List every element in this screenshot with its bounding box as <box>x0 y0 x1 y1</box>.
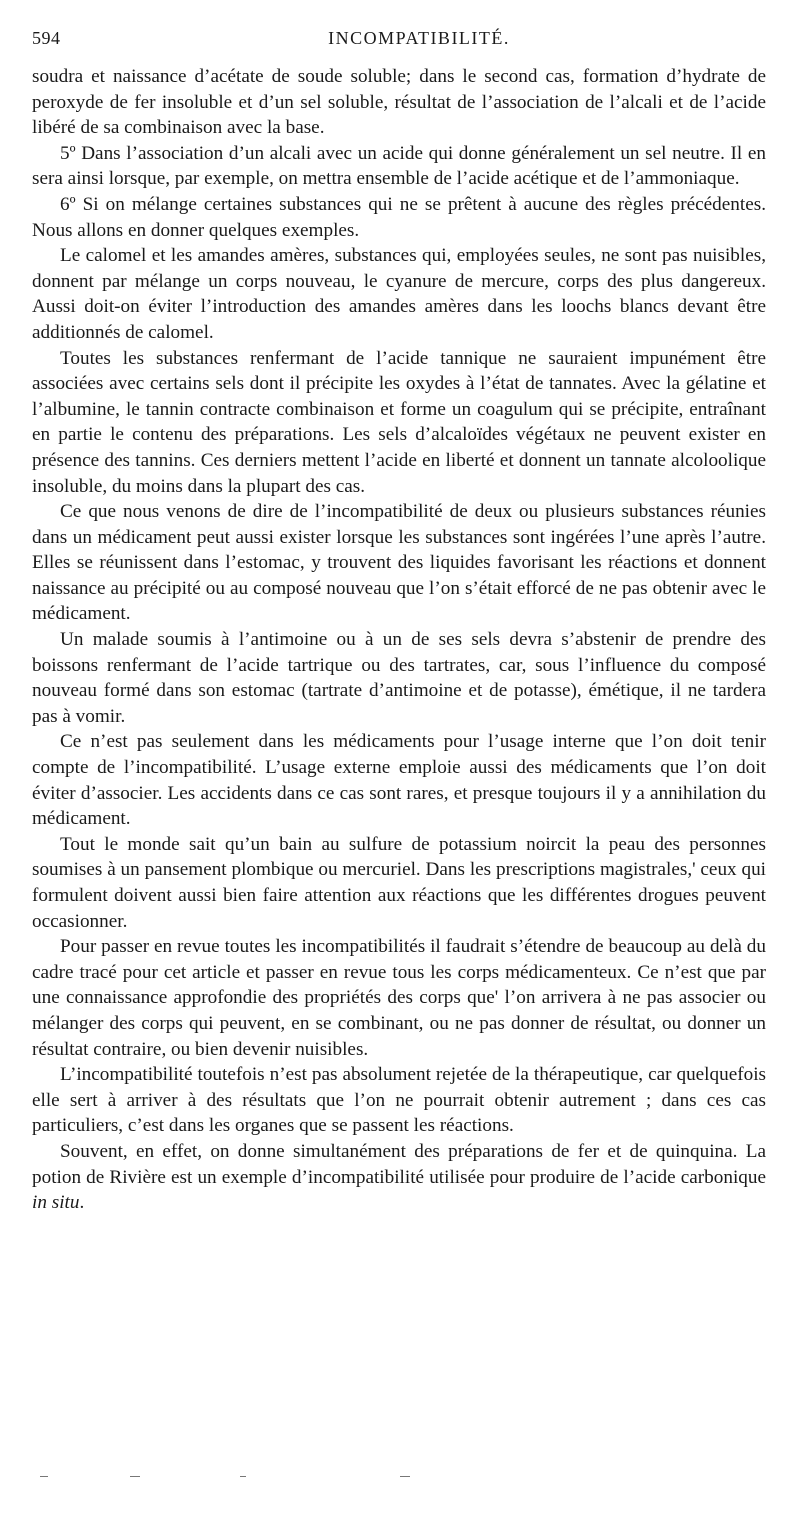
print-mark-mid <box>240 1476 246 1477</box>
paragraph-item-6: 6º Si on mélange certaines substances qui ne se prêtent à aucune des règles précédentes. Nous allons en donner quelques exemples. <box>32 193 766 241</box>
paragraph-item-5: 5º Dans l’association d’un alcali avec un acide qui donne généralement un sel neutre. Il en sera ainsi lorsque, par exemple, on mettra ensemble de l’acide acétique et de l’ammoniaque. <box>32 142 766 190</box>
paragraph-revue: Pour passer en revue toutes les incompatibilités il faudrait s’étendre de beaucoup au delà du cadre tracé pour cet article et passer en revue tous les corps médicamenteux. Ce n’est que par une connaissance approfondie des propriétés des corps que' l’on arrivera à ne pas associer ou mélanger des corps qui peuvent, en se combinant, ou ne pas donner de résultat, ou donner un résultat contraire, ou bien devenir nuisibles. <box>32 936 766 1060</box>
print-mark-mid-left <box>130 1476 140 1477</box>
paragraph-sulfure: Tout le monde sait qu’un bain au sulfure de potassium noircit la peau des personnes soumises à un pansement plombique ou mercuriel. Dans les prescriptions magistrales,' ceux qui formulent doivent aussi bien faire attention aux réactions que les différentes drogues peuvent occasionner. <box>32 833 766 932</box>
paragraph-calomel: Le calomel et les amandes amères, substances qui, employées seules, ne sont pas nuisibles, donnent par mélange un corps nouveau, le cyanure de mercure, corps des plus dangereux. Aussi doit-on éviter l’introduction des amandes amères dans les loochs blancs devant être additionnés de calomel. <box>32 245 766 343</box>
paragraph-continuation: soudra et naissance d’acétate de soude soluble; dans le second cas, formation d’hydrate de peroxyde de fer insoluble et d’un sel soluble, résultat de l’association de l’alcali et de l’acide libéré de sa combinaison avec la base. <box>32 66 766 139</box>
paragraph-tannin: Toutes les substances renfermant de l’acide tannique ne sauraient impunément être associées avec certains sels dont il précipite les oxydes à l’état de tannates. Avec la gélatine et l’albumine, le tannin contracte combinaison et forme un coagulum qui se précipite, entraînant en partie le contenu des préparations. Les sels d’alcaloïdes végétaux ne peuvent exister en présence des tannins. Ces derniers mettent l’acide en liberté et donnent un tannate alcoloolique insoluble, du moins dans la plupart des cas. <box>32 347 766 497</box>
paragraph-riviere-end: . <box>79 1192 85 1214</box>
book-page <box>32 28 766 1216</box>
paragraph-ingestion: Ce que nous venons de dire de l’incompatibilité de deux ou plusieurs substances réunies dans un médicament peut aussi exister lorsque les substances sont ingérées l’une après l’autre. Elles se réunissent dans l’estomac, y trouvent des liquides favorisant les réactions et donnent naissance au précipité ou au composé nouveau que l’on s’était efforcé de ne pas obtenir avec le médicament. <box>32 501 766 625</box>
paragraph-riviere <box>32 1139 766 1216</box>
running-head <box>32 28 766 52</box>
paragraph-therapeutique: L’incompatibilité toutefois n’est pas absolument rejetée de la thérapeutique, car quelquefois elle sert à arriver à des résultats que l’on ne pourrait obtenir autrement ; dans ces cas particuliers, c’est dans les organes que se passent les réactions. <box>32 1064 766 1137</box>
footer-marks <box>32 1476 766 1482</box>
print-mark-left <box>40 1476 48 1477</box>
running-title: INCOMPATIBILITÉ. <box>328 28 510 48</box>
in-situ-italic: in situ <box>32 1192 80 1214</box>
page-number: 594 <box>32 28 61 48</box>
paragraph-usage-externe: Ce n’est pas seulement dans les médicaments pour l’usage interne que l’on doit tenir compte de l’incompatibilité. L’usage externe emploie aussi des médicaments que l’on doit éviter d’associer. Les accidents dans ce cas sont rares, et presque toujours il y a annihilation du médicament. <box>32 731 766 830</box>
print-mark-right <box>400 1476 410 1477</box>
paragraph-riviere-text: Souvent, en effet, on donne simultanément des préparations de fer et de quinquina. La potion de Rivière est un exemple d’incompatibilité utilisée pour produire de l’acide carbonique <box>32 1140 766 1188</box>
body-text <box>32 64 766 1216</box>
paragraph-antimoine: Un malade soumis à l’antimoine ou à un de ses sels devra s’abstenir de prendre des boissons renfermant de l’acide tartrique ou des tartrates, car, sous l’influence du composé nouveau formé dans son estomac (tartrate d’antimoine et de potasse), émétique, il ne tardera pas à vomir. <box>32 629 766 727</box>
